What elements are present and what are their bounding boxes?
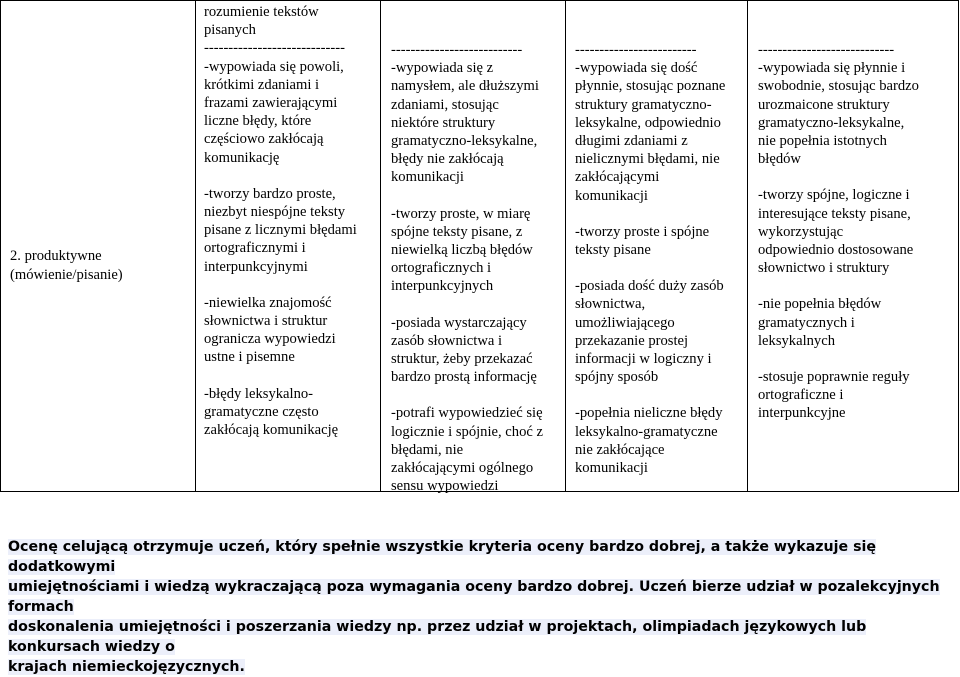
- criterion-speaking: -wypowiada się z namysłem, ale dłuższymi zdaniami, stosując niektóre struktury gramatyczno-leksykalne, błędy nie zakłócają komunikacji: [391, 60, 539, 186]
- divider-line: ----------------------------: [758, 42, 895, 58]
- grade-column-4: [747, 0, 959, 492]
- criterion-speaking: -wypowiada się płynnie i swobodnie, stosując bardzo urozmaicone struktury gramatyczno-leksykalne, nie popełnia istotnych błędów: [758, 60, 919, 168]
- criterion-spelling: -stosuje poprawnie reguły ortograficzne i interpunkcyjne: [758, 369, 910, 422]
- note-line: krajach niemieckojęzycznych.: [8, 659, 245, 675]
- excellent-grade-note: [8, 537, 958, 677]
- divider-line: ---------------------------: [391, 42, 523, 58]
- criterion-speaking: -wypowiada się powoli, krótkimi zdaniami i frazami zawierającymi liczne błędy, które częściowo zakłócają komunikację: [204, 58, 344, 166]
- criterion-writing: -tworzy bardzo proste, niezbyt niespójne teksty pisane z licznymi błędami ortograficznymi i interpunkcyjnymi: [204, 185, 357, 275]
- note-line: doskonalenia umiejętności i poszerzania wiedzy np. przez udział w projektach, olimpiadach językowych lub konkursach wiedzy o: [8, 619, 867, 655]
- criterion-vocabulary: -niewielka znajomość słownictwa i struktur ogranicza wypowiedzi ustne i pisemne: [204, 294, 336, 366]
- grade-column-3: [565, 0, 748, 492]
- criterion-coherence: -potrafi wypowiedzieć się logicznie i spójnie, choć z błędami, nie zakłócającymi ogólnego sensu wypowiedzi: [391, 405, 543, 495]
- criterion-errors: -popełnia nieliczne błędy leksykalno-gramatyczne nie zakłócające komunikacji: [575, 405, 723, 477]
- criterion-writing: -tworzy proste, w miarę spójne teksty pisane, z niewielką liczbą błędów ortograficznych i interpunkcyjnych: [391, 205, 533, 295]
- note-line: Ocenę celującą otrzymuje uczeń, który spełnie wszystkie kryteria oceny bardzo dobrej, a także wykazuje się dodatkowymi: [8, 539, 876, 575]
- row-label: 2. produktywne (mówienie/pisanie): [10, 248, 123, 283]
- criterion-vocabulary: -posiada wystarczający zasób słownictwa i struktur, żeby przekazać bardzo prostą informację: [391, 314, 537, 386]
- grade-column-1: [195, 0, 381, 492]
- divider-line: -----------------------------: [204, 40, 345, 57]
- criterion-grammar: -nie popełnia błędów gramatycznych i leksykalnych: [758, 296, 882, 349]
- column-heading: rozumienie tekstów pisanych: [204, 4, 319, 39]
- criterion-writing: -tworzy proste i spójne teksty pisane: [575, 223, 710, 259]
- criterion-writing: -tworzy spójne, logiczne i interesujące teksty pisane, wykorzystując odpowiednio dostosowane słownictwo i struktury: [758, 187, 914, 277]
- row-label-cell: [0, 0, 196, 492]
- criterion-vocabulary: -posiada dość duży zasób słownictwa, umożliwiającego przekazanie prostej informacji w logiczny i spójny sposób: [575, 278, 724, 386]
- divider-line: -------------------------: [575, 42, 697, 58]
- note-line: umiejętnościami i wiedzą wykraczającą poza wymagania oceny bardzo dobrej. Uczeń bierze udział w pozalekcyjnych formach: [8, 579, 940, 615]
- grade-column-2: [380, 0, 566, 495]
- criterion-errors: -błędy leksykalno- gramatyczne często zakłócają komunikację: [204, 385, 339, 439]
- criterion-speaking: -wypowiada się dość płynnie, stosując poznane struktury gramatyczno- leksykalne, odpowiednio długimi zdaniami z nielicznymi błędami, nie zakłócającymi komunikacji: [575, 60, 726, 204]
